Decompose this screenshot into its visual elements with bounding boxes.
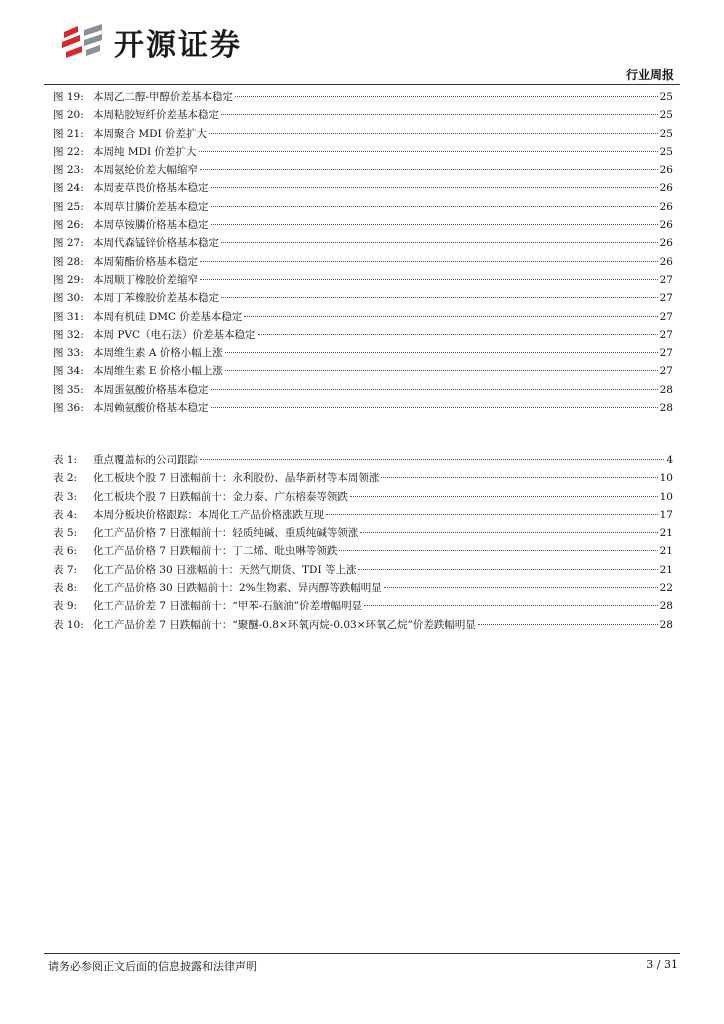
- entry-page: 26: [659, 164, 673, 177]
- entry-title: 化工产品价格 30 日涨幅前十：天然气期货、TDI 等上涨: [93, 563, 357, 576]
- figure-index-entry[interactable]: [53, 400, 673, 418]
- entry-number: 图 22:: [53, 145, 84, 158]
- entry-title: 本周维生素 A 价格小幅上涨: [93, 347, 223, 360]
- dot-leader: [326, 514, 658, 515]
- figure-index-entry[interactable]: [53, 89, 673, 107]
- table-index-entry[interactable]: [53, 525, 673, 543]
- entry-title: 本周聚合 MDI 价差扩大: [93, 127, 207, 140]
- entry-number: 图 19:: [53, 91, 84, 103]
- entry-page: 21: [659, 563, 673, 576]
- entry-page: 21: [659, 545, 673, 558]
- figure-index: [53, 89, 673, 418]
- table-index-entry[interactable]: [53, 489, 673, 507]
- brand-logo: [60, 20, 242, 64]
- entry-page: 28: [659, 402, 673, 415]
- table-index-entry[interactable]: [53, 617, 673, 635]
- entry-number: 表 9:: [53, 600, 78, 613]
- figure-index-entry[interactable]: [53, 327, 673, 345]
- entry-page: 25: [659, 109, 673, 122]
- entry-number: 图 21:: [53, 127, 84, 140]
- entry-number: 图 24:: [53, 182, 84, 195]
- entry-number: 表 3:: [53, 490, 78, 503]
- entry-page: 26: [659, 237, 673, 250]
- dot-leader: [258, 334, 658, 335]
- figure-index-entry[interactable]: [53, 235, 673, 253]
- entry-title: 本周乙二醇-甲醇价差基本稳定: [93, 91, 234, 103]
- entry-page: 22: [659, 582, 673, 595]
- dot-leader: [225, 370, 658, 371]
- figure-index-entry[interactable]: [53, 162, 673, 180]
- entry-page: 26: [659, 200, 673, 213]
- entry-title: 化工产品价差 7 日跌幅前十：“聚醚-0.8×环氧丙烷-0.03×环氧乙烷”价差跌幅明显: [93, 618, 476, 631]
- table-index: [53, 452, 673, 635]
- dot-leader: [358, 569, 657, 570]
- entry-number: 表 5:: [53, 527, 78, 540]
- dot-leader: [221, 242, 658, 243]
- entry-title: 本周草甘膦价差基本稳定: [93, 200, 209, 213]
- entry-page: 27: [659, 365, 673, 378]
- dot-leader: [360, 532, 657, 533]
- dot-leader: [200, 261, 658, 262]
- entry-page: 25: [659, 145, 673, 158]
- figure-index-entry[interactable]: [53, 126, 673, 144]
- dot-leader: [211, 389, 658, 390]
- entry-page: 21: [659, 527, 673, 540]
- entry-number: 表 7:: [53, 563, 78, 576]
- entry-page: 28: [659, 600, 673, 613]
- entry-number: 图 31:: [53, 310, 84, 323]
- footer-disclaimer: 请务必参阅正文后面的信息披露和法律声明: [48, 960, 257, 973]
- entry-title: 本周草铵膦价格基本稳定: [93, 219, 209, 232]
- entry-page: 25: [659, 91, 673, 103]
- entry-title: 本周有机硅 DMC 价差基本稳定: [93, 310, 243, 323]
- entry-page: 27: [659, 328, 673, 341]
- entry-title: 本周丁苯橡胶价差基本稳定: [93, 292, 219, 305]
- entry-title: 重点覆盖标的公司跟踪: [93, 454, 198, 466]
- dot-leader: [211, 187, 658, 188]
- entry-number: 图 36:: [53, 402, 84, 415]
- table-index-entry[interactable]: [53, 543, 673, 561]
- dot-leader: [221, 297, 658, 298]
- entry-number: 表 8:: [53, 582, 78, 595]
- entry-title: 本周分板块价格跟踪：本周化工产品价格涨跌互现: [93, 508, 324, 521]
- entry-number: 图 29:: [53, 273, 84, 286]
- table-index-entry[interactable]: [53, 598, 673, 616]
- entry-number: 图 23:: [53, 164, 84, 177]
- dot-leader: [200, 279, 658, 280]
- entry-title: 本周纯 MDI 价差扩大: [93, 145, 197, 158]
- entry-number: 表 6:: [53, 545, 78, 558]
- entry-page: 28: [659, 383, 673, 396]
- entry-number: 图 28:: [53, 255, 84, 268]
- entry-number: 图 25:: [53, 200, 84, 213]
- entry-page: 28: [659, 618, 673, 631]
- entry-title: 本周赖氨酸价格基本稳定: [93, 402, 209, 415]
- entry-number: 图 33:: [53, 347, 84, 360]
- dot-leader: [211, 224, 658, 225]
- entry-page: 27: [659, 310, 673, 323]
- entry-number: 图 30:: [53, 292, 84, 305]
- entry-page: 10: [659, 472, 673, 485]
- brand-name: 开源证券: [114, 28, 242, 63]
- entry-number: 表 1:: [53, 454, 78, 466]
- entry-title: 化工产品价格 30 日跌幅前十：2%生物素、异丙醇等跌幅明显: [93, 582, 382, 595]
- table-index-entry[interactable]: [53, 580, 673, 598]
- figure-index-entry[interactable]: [53, 254, 673, 272]
- dot-leader: [350, 496, 658, 497]
- figure-index-entry[interactable]: [53, 363, 673, 381]
- entry-page: 27: [659, 273, 673, 286]
- figure-index-entry[interactable]: [53, 345, 673, 363]
- entry-number: 表 2:: [53, 472, 78, 485]
- dot-leader: [478, 624, 658, 625]
- figure-index-entry[interactable]: [53, 290, 673, 308]
- entry-title: 本周代森锰锌价格基本稳定: [93, 237, 219, 250]
- figure-index-entry[interactable]: [53, 107, 673, 125]
- entry-title: 本周 PVC（电石法）价差基本稳定: [93, 328, 256, 341]
- entry-title: 化工产品价格 7 日涨幅前十：轻质纯碱、重质纯碱等领涨: [93, 527, 359, 540]
- entry-page: 26: [659, 182, 673, 195]
- entry-number: 图 34:: [53, 365, 84, 378]
- entry-title: 本周菊酯价格基本稳定: [93, 255, 198, 268]
- dot-leader: [235, 96, 658, 97]
- dot-leader: [199, 151, 658, 152]
- header-divider: [44, 84, 680, 85]
- dot-leader: [384, 587, 658, 588]
- dot-leader: [244, 316, 657, 317]
- entry-number: 图 20:: [53, 109, 84, 122]
- dot-leader: [209, 133, 658, 134]
- entry-title: 本周顺丁橡胶价差缩窄: [93, 273, 198, 286]
- dot-leader: [200, 169, 658, 170]
- entry-page: 26: [659, 255, 673, 268]
- entry-number: 图 26:: [53, 219, 84, 232]
- entry-page: 25: [659, 127, 673, 140]
- page-indicator: 3 / 31: [646, 958, 678, 971]
- entry-number: 图 27:: [53, 237, 84, 250]
- entry-page: 27: [659, 292, 673, 305]
- dot-leader: [381, 477, 657, 478]
- dot-leader: [211, 206, 658, 207]
- table-index-entry[interactable]: [53, 452, 673, 470]
- figure-index-entry[interactable]: [53, 199, 673, 217]
- dot-leader: [221, 114, 658, 115]
- entry-title: 化工产品价格 7 日跌幅前十：丁二烯、吡虫啉等领跌: [93, 545, 338, 558]
- entry-title: 本周粘胶短纤价差基本稳定: [93, 109, 219, 122]
- entry-page: 26: [659, 219, 673, 232]
- entry-page: 27: [659, 347, 673, 360]
- entry-title: 化工板块个股 7 日跌幅前十：金力泰、广东榕泰等领跌: [93, 490, 348, 503]
- dot-leader: [364, 605, 657, 606]
- dot-leader: [211, 407, 658, 408]
- table-index-entry[interactable]: [53, 507, 673, 525]
- brand-logo-icon: [60, 20, 106, 64]
- figure-index-entry[interactable]: [53, 217, 673, 235]
- entry-title: 本周维生素 E 价格小幅上涨: [93, 365, 223, 378]
- figure-index-entry[interactable]: [53, 309, 673, 327]
- entry-number: 图 35:: [53, 383, 84, 396]
- report-type: 行业周报: [625, 68, 674, 82]
- table-index-entry[interactable]: [53, 562, 673, 580]
- entry-page: 10: [659, 490, 673, 503]
- entry-number: 表 4:: [53, 508, 78, 521]
- figure-index-entry[interactable]: [53, 382, 673, 400]
- figure-index-entry[interactable]: [53, 272, 673, 290]
- entry-number: 图 32:: [53, 328, 84, 341]
- entry-title: 本周氨纶价差大幅缩窄: [93, 164, 198, 177]
- entry-title: 化工产品价差 7 日涨幅前十：“甲苯-石脑油”价差增幅明显: [93, 600, 363, 613]
- entry-title: 化工板块个股 7 日涨幅前十：永利股份、晶华新材等本周领涨: [93, 472, 380, 485]
- table-index-entry[interactable]: [53, 470, 673, 488]
- entry-title: 本周蛋氨酸价格基本稳定: [93, 383, 209, 396]
- figure-index-entry[interactable]: [53, 144, 673, 162]
- entry-page: 4: [666, 454, 673, 466]
- entry-number: 表 10:: [53, 618, 84, 631]
- footer-divider: [44, 953, 680, 954]
- figure-index-entry[interactable]: [53, 180, 673, 198]
- dot-leader: [339, 550, 657, 551]
- entry-title: 本周麦草畏价格基本稳定: [93, 182, 209, 195]
- dot-leader: [200, 459, 664, 460]
- entry-page: 17: [659, 508, 673, 521]
- dot-leader: [225, 352, 658, 353]
